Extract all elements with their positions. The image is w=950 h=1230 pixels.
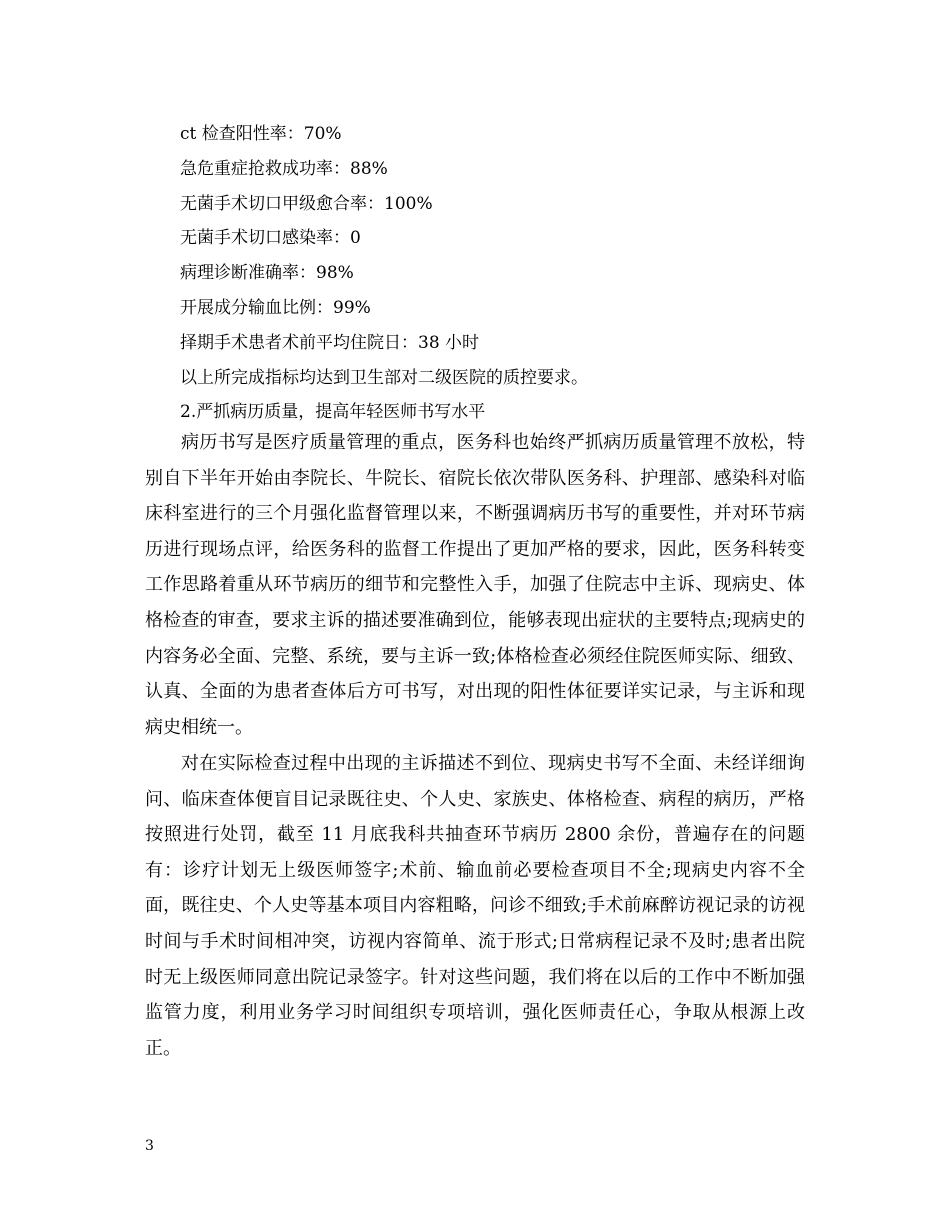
- indicator-critical-rescue-rate: 急危重症抢救成功率：88%: [180, 158, 388, 179]
- body-paragraph-1: [145, 425, 805, 745]
- body-paragraph-2: [145, 746, 805, 1066]
- paragraph-inspection-issues: 对在实际检查过程中出现的主诉描述不到位、现病史书写不全面、未经详细询问、临床查体便盲目记录既往史、个人史、家族史、体格检查、病程的病历，严格按照进行处罚，截至 11 月底我科共抽查环节病历 2800 余份，普遍存在的问题有：诊疗计划无上级医师签字;术前、输血前必要检查项目不全;现病史内容不全面，既往史、个人史等基本项目内容粗略，问诊不细致;手术前麻醉访视记录的访视时间与手术时间相冲突，访视内容简单、流于形式;日常病程记录不及时;患者出院时无上级医师同意出院记录签字。针对这些问题，我们将在以后的工作中不断加强监管力度，利用业务学习时间组织专项培训，强化医师责任心，争取从根源上改正。: [145, 753, 805, 1059]
- indicator-pathology-accuracy: 病理诊断准确率：98%: [180, 263, 354, 284]
- indicator-ct-positive-rate: ct 检查阳性率：70%: [180, 124, 342, 144]
- paragraph-medical-record-writing: 病历书写是医疗质量管理的重点，医务科也始终严抓病历质量管理不放松，特别自下半年开始由李院长、牛院长、宿院长依次带队医务科、护理部、感染科对临床科室进行的三个月强化监督管理以来，不断强调病历书写的重要性，并对环节病历进行现场点评，给医务科的监督工作提出了更加严格的要求，因此，医务科转变工作思路着重从环节病历的细节和完整性入手，加强了住院志中主诉、现病史、体格检查的审查，要求主诉的描述要准确到位，能够表现出症状的主要特点;现病史的内容务必全面、完整、系统，要与主诉一致;体格检查必须经住院医师实际、细致、认真、全面的为患者查体后方可书写，对出现的阳性体征要详实记录，与主诉和现病史相统一。: [145, 432, 805, 738]
- indicator-preop-stay-days: 择期手术患者术前平均住院日：38 小时: [180, 332, 480, 353]
- page-number: 3: [145, 1138, 154, 1154]
- indicator-component-transfusion: 开展成分输血比例：99%: [180, 297, 371, 318]
- section-heading: 2.严抓病历质量，提高年轻医师书写水平: [180, 402, 486, 423]
- quality-indicator-list: [180, 117, 820, 430]
- indicator-summary: 以上所完成指标均达到卫生部对二级医院的质控要求。: [180, 367, 588, 388]
- indicator-incision-healing-rate: 无菌手术切口甲级愈合率：100%: [180, 193, 433, 214]
- indicator-incision-infection-rate: 无菌手术切口感染率：0: [180, 228, 361, 249]
